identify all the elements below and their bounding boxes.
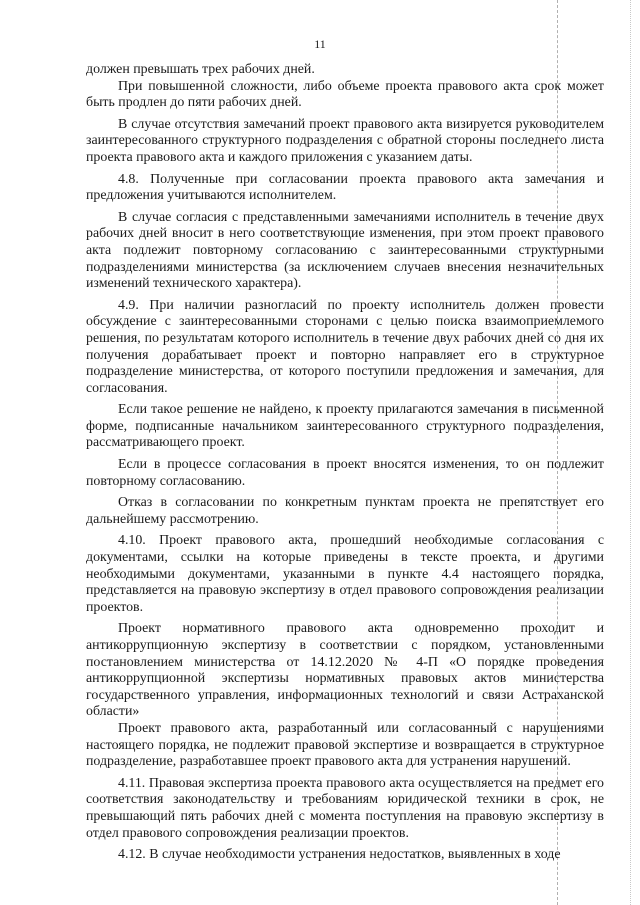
page-number: 11 bbox=[314, 37, 326, 51]
scan-edge-line bbox=[630, 0, 631, 905]
paragraph: 4.12. В случае необходимости устранения недостатков, выявленных в ходе bbox=[118, 847, 561, 863]
paragraph: 4.9. При наличии разногласий по проекту исполнитель должен провести обсуждение с заинтересованными сторонами с целью поиска взаимоприемлемого решения, по результатам которого исполнитель в течение двух рабочих дней со дня их получения дорабатывает проект и повторно направляет его в структурное подразделение министерства, от которого поступили предложения и замечания, для согласования. bbox=[86, 297, 604, 396]
paragraph: Проект нормативного правового акта одновременно проходит и антикоррупционную экспертизу в соответствии с порядком, установленными постановлением министерства от 14.12.2020 № 4-П «О порядке проведения антикоррупционной экспертизы нормативных правовых актов министерства государственного управления, информационных технологий и связи Астраханской области» bbox=[86, 621, 604, 720]
paragraph: Если в процессе согласования в проект вносятся изменения, то он подлежит повторному согласованию. bbox=[86, 457, 604, 489]
paragraph: Отказ в согласовании по конкретным пунктам проекта не препятствует его дальнейшему рассмотрению. bbox=[86, 495, 604, 527]
paragraph: Проект правового акта, разработанный или согласованный с нарушениями настоящего порядка, не подлежит правовой экспертизе и возвращается в структурное подразделение, разработавшее проект правового акта для устранения нарушений. bbox=[86, 720, 604, 770]
paragraph: В случае отсутствия замечаний проект правового акта визируется руководителем заинтересованного структурного подразделения с обратной стороны последнего листа проекта правового акта и каждого приложения с указанием даты. bbox=[86, 116, 604, 165]
paragraph: 4.10. Проект правового акта, прошедший необходимые согласования с документами, ссылки на которые приведены в тексте проекта, и другими необходимыми документами, указанными в пункте 4.4 настоящего порядка, представляется на правовую экспертизу в отдел правового сопровождения реализации проектов. bbox=[86, 533, 604, 615]
paragraph: 4.11. Правовая экспертиза проекта правового акта осуществляется на предмет его соответствия законодательству и требованиям юридической техники в срок, не превышающий пять рабочих дней с момента поступления на правовую экспертизу в отдел правового сопровождения реализации проектов. bbox=[86, 775, 604, 841]
paragraph: Если такое решение не найдено, к проекту прилагаются замечания в письменной форме, подписанные начальником заинтересованного структурного подразделения, рассматривающего проект. bbox=[86, 402, 604, 451]
paragraph: 4.8. Полученные при согласовании проекта правового акта замечания и предложения учитываются исполнителем. bbox=[86, 171, 604, 204]
document-body bbox=[86, 62, 604, 864]
paragraph: должен превышать трех рабочих дней. bbox=[86, 62, 315, 77]
paragraph: В случае согласия с представленными замечаниями исполнитель в течение двух рабочих дней вносит в него соответствующие изменения, при этом проект правового акта подлежит повторному согласованию с заинтересованными структурными подразделениями министерства (за исключением случаев внесения незначительных изменений технического характера). bbox=[86, 209, 604, 292]
paragraph: При повышенной сложности, либо объеме проекта правового акта срок может быть продлен до пяти рабочих дней. bbox=[86, 78, 604, 111]
